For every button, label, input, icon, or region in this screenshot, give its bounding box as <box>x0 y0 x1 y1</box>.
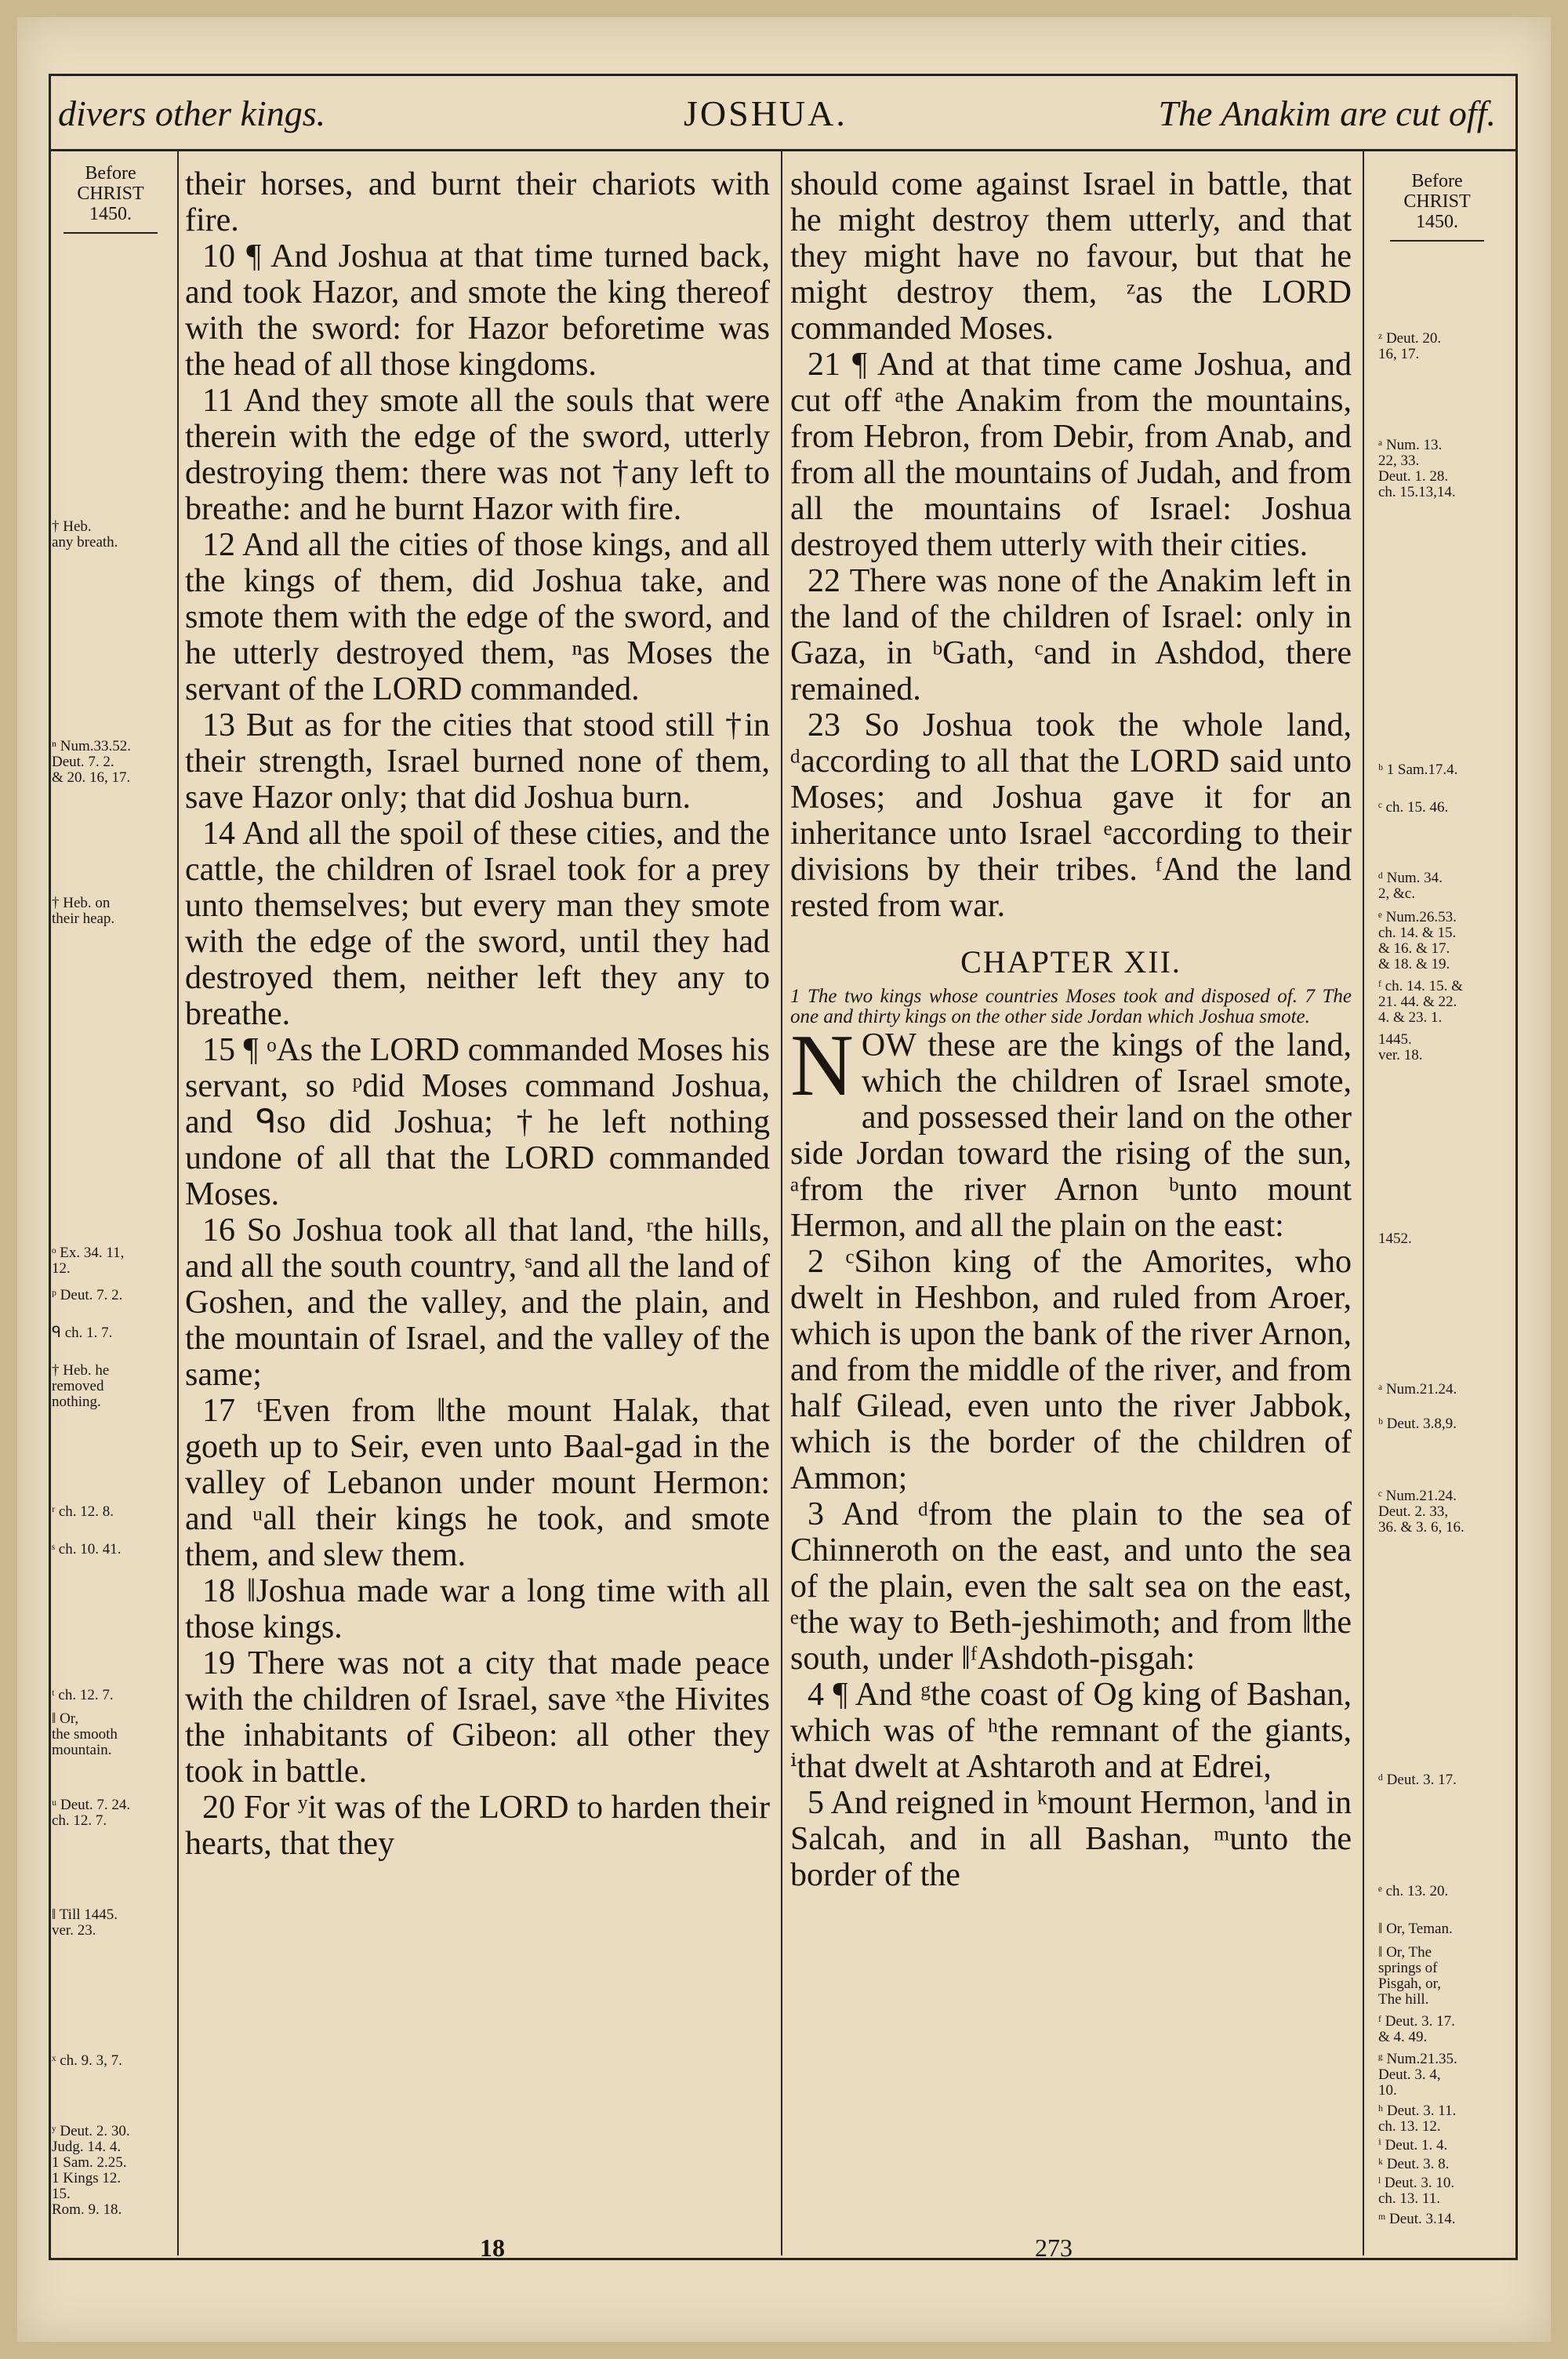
running-head-right: The Anakim are cut off. <box>1158 93 1496 133</box>
verse-5: 5 And reigned in ᵏmount Hermon, ˡand in Salcah, and in all Bashan, ᵐunto the border of the <box>790 1785 1352 1893</box>
margin-note: ᵏ Deut. 3. 8. <box>1378 2156 1450 2172</box>
verse-18: 18 ‖Joshua made war a long time with all those kings. <box>185 1573 770 1645</box>
date-left: Before CHRIST 1450. <box>52 163 169 234</box>
verse-23: 23 So Joshua took the whole land, ᵈaccording to all that the LORD said unto Moses; and Joshua gave it for an inheritance unto Israel ᵉaccording to their divisions by their tribes. ᶠAnd the land rested from war. <box>790 707 1352 924</box>
verse-14: 14 And all the spoil of these cities, and the cattle, the children of Israel took for a prey unto themselves; but every man they smote with the edge of the sword, until they had destroyed them, neither left they any to breathe. <box>185 816 770 1032</box>
drop-cap: N <box>790 1017 854 1114</box>
page-number: 273 <box>1035 2234 1073 2262</box>
margin-note: 1445. ver. 18. <box>1378 1031 1423 1063</box>
verse-4: 4 ¶ And ᵍthe coast of Og king of Bashan, which was of ʰthe remnant of the giants, ⁱthat dwelt at Ashtaroth and at Edrei, <box>790 1677 1352 1785</box>
margin-note: ᵍ Num.21.35. Deut. 3. 4, 10. <box>1378 2051 1457 2099</box>
margin-note: ᵖ Deut. 7. 2. <box>52 1287 123 1303</box>
bible-page <box>17 17 1551 2342</box>
verse-3: 3 And ᵈfrom the plain to the sea of Chinneroth on the east, and unto the sea of the plain, even the salt sea on the east, ᵉthe way to Beth-jeshimoth; and from ‖the south, under ‖ᶠAshdoth-pisgah: <box>790 1496 1352 1677</box>
margin-note: ʳ ch. 12. 8. <box>52 1503 114 1520</box>
margin-note: ˢ ch. 10. 41. <box>52 1541 122 1558</box>
margin-note: ᵐ Deut. 3.14. <box>1378 2211 1456 2227</box>
left-text-column <box>185 166 770 1862</box>
margin-note: ˣ ch. 9. 3, 7. <box>52 2052 122 2069</box>
margin-note: ᵒ Ex. 34. 11, 12. <box>52 1245 125 1277</box>
margin-note: 1452. <box>1378 1230 1412 1247</box>
margin-note: ᵃ Num. 13. 22, 33. Deut. 1. 28. ch. 15.13,14. <box>1378 437 1456 500</box>
margin-note: ᵉ ch. 13. 20. <box>1378 1883 1449 1899</box>
margin-note: ᶠ ch. 14. 15. & 21. 44. & 22. 4. & 23. 1. <box>1378 978 1463 1026</box>
verse-22: 22 There was none of the Anakim left in the land of the children of Israel: only in Gaza, in ᵇGath, ᶜand in Ashdod, there remained. <box>790 563 1352 707</box>
right-text-column <box>790 166 1352 1893</box>
margin-note: ᑫ ch. 1. 7. <box>52 1325 113 1341</box>
margin-note: ᵇ Deut. 3.8,9. <box>1378 1416 1457 1432</box>
verse-continuation: their horses, and burnt their chariots with fire. <box>185 166 770 238</box>
margin-note: ʰ Deut. 3. 11. ch. 13. 12. <box>1378 2103 1457 2135</box>
verse-21: 21 ¶ And at that time came Joshua, and cut off ᵃthe Anakim from the mountains, from Hebron, from Debir, from Anab, and from all the mountains of Judah, and from all the mountains of Israel: Joshua destroyed them utterly with their cities. <box>790 347 1352 563</box>
book-title: JOSHUA. <box>684 93 848 133</box>
verse-16: 16 So Joshua took all that land, ʳthe hills, and all the south country, ˢand all the land of Goshen, and the valley, and the plain, and the mountain of Israel, and the valley of the same; <box>185 1212 770 1393</box>
margin-note: ᵇ 1 Sam.17.4. <box>1378 761 1458 778</box>
center-column-rule <box>781 151 782 2255</box>
verse-2: 2 ᶜSihon king of the Amorites, who dwelt in Heshbon, and ruled from Aroer, which is upon the bank of the river Arnon, and from the middle of the river, and from half Gilead, even unto the river Jabbok, which is the border of the children of Ammon; <box>790 1244 1352 1496</box>
margin-note: † Heb. on their heap. <box>52 895 115 927</box>
margin-note: ⁱ Deut. 1. 4. <box>1378 2137 1448 2154</box>
margin-note: ᶠ Deut. 3. 17. & 4. 49. <box>1378 2013 1455 2045</box>
verse-12: 12 And all the cities of those kings, and all the kings of them, did Joshua take, and smote them with the edge of the sword, and he utterly destroyed them, ⁿas Moses the servant of the LORD commanded. <box>185 527 770 707</box>
margin-note: ⁿ Num.33.52. Deut. 7. 2. & 20. 16, 17. <box>52 738 131 786</box>
margin-note: ‖ Or, The springs of Pisgah, or, The hill. <box>1378 1944 1441 2008</box>
margin-note: ˡ Deut. 3. 10. ch. 13. 11. <box>1378 2175 1455 2207</box>
margin-note: ᵈ Deut. 3. 17. <box>1378 1772 1457 1788</box>
margin-note: ᶻ Deut. 20. 16, 17. <box>1378 330 1442 362</box>
margin-note: ᵈ Num. 34. 2, &c. <box>1378 870 1443 902</box>
date-right: Before CHRIST 1450. <box>1378 171 1496 242</box>
margin-note: ᵃ Num.21.24. <box>1378 1381 1457 1398</box>
margin-note: ᶜ ch. 15. 46. <box>1378 799 1449 816</box>
right-margin-rule <box>1363 151 1364 2255</box>
verse-13: 13 But as for the cities that stood still †in their strength, Israel burned none of them, save Hazor only; that did Joshua burn. <box>185 707 770 816</box>
header-rule <box>49 149 1518 151</box>
left-margin-rule <box>177 151 179 2255</box>
margin-note: † Heb. he removed nothing. <box>52 1362 110 1410</box>
margin-note: ʸ Deut. 2. 30. Judg. 14. 4. 1 Sam. 2.25. 1 Kings 12. 15. Rom. 9. 18. <box>52 2123 130 2218</box>
margin-note: ᵘ Deut. 7. 24. ch. 12. 7. <box>52 1797 131 1829</box>
margin-note: ᶜ Num.21.24. Deut. 2. 33, 36. & 3. 6, 16. <box>1378 1488 1465 1536</box>
verse-19: 19 There was not a city that made peace with the children of Israel, save ˣthe Hivites the inhabitants of Gibeon: all other they took in battle. <box>185 1645 770 1790</box>
margin-note: ᵉ Num.26.53. ch. 14. & 15. & 16. & 17. & 18. & 19. <box>1378 909 1457 972</box>
verse-10: 10 ¶ And Joshua at that time turned back, and took Hazor, and smote the king thereof with the sword: for Hazor beforetime was the head of all those kingdoms. <box>185 238 770 383</box>
signature-number: 18 <box>480 2234 505 2262</box>
running-head-left: divers other kings. <box>58 93 326 133</box>
verse-1: NOW these are the kings of the land, which the children of Israel smote, and possessed their land on the other side Jordan toward the rising of the sun, ᵃfrom the river Arnon ᵇunto mount Hermon, and all the plain on the east: <box>790 1017 1352 1244</box>
verse-continuation: should come against Israel in battle, that he might destroy them utterly, and that they might have no favour, but that he might destroy them, ᶻas the LORD commanded Moses. <box>790 166 1352 347</box>
margin-note: ᵗ ch. 12. 7. <box>52 1687 114 1703</box>
verse-20: 20 For ʸit was of the LORD to harden their hearts, that they <box>185 1790 770 1862</box>
verse-11: 11 And they smote all the souls that were therein with the edge of the sword, utterly destroying them: there was not †any left to breathe: and he burnt Hazor with fire. <box>185 383 770 527</box>
margin-note: † Heb. any breath. <box>52 518 118 551</box>
chapter-summary: 1 The two kings whose countries Moses took and disposed of. 7 The one and thirty kings on the other side Jordan which Joshua smote. <box>790 986 1352 1027</box>
verse-15: 15 ¶ ᵒAs the LORD commanded Moses his servant, so ᵖdid Moses command Joshua, and ᑫso did Joshua; †he left nothing undone of all that the LORD commanded Moses. <box>185 1032 770 1212</box>
margin-note: ‖ Or, the smooth mountain. <box>52 1710 118 1758</box>
chapter-heading: CHAPTER XII. <box>960 944 1181 980</box>
margin-note: ‖ Till 1445. ver. 23. <box>52 1906 118 1939</box>
margin-note: ‖ Or, Teman. <box>1378 1921 1453 1937</box>
verse-17: 17 ᵗEven from ‖the mount Halak, that goeth up to Seir, even unto Baal-gad in the valley of Lebanon under mount Hermon: and ᵘall their kings he took, and smote them, and slew them. <box>185 1393 770 1573</box>
